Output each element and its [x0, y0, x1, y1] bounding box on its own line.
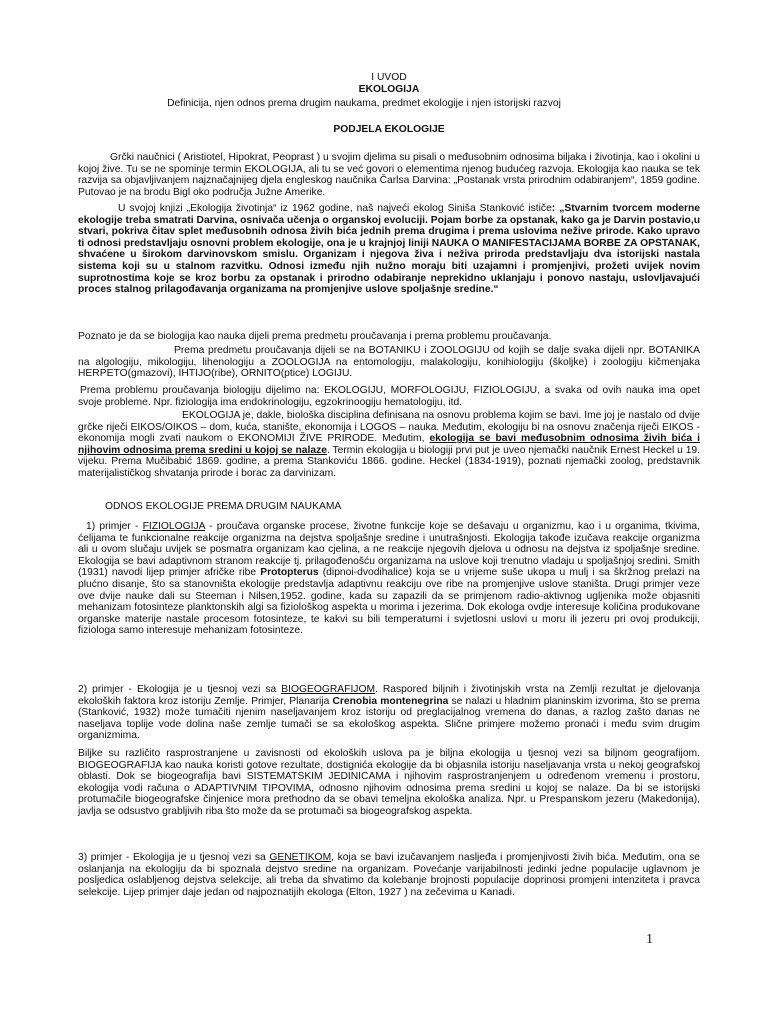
protopterus-term: Protopterus — [260, 567, 319, 579]
section-heading: PODJELA EKOLOGIJE — [333, 124, 445, 135]
division-by-problem: Prema problemu proučavanja biologiju dijelimo na: EKOLOGIJU, MORFOLOGIJU, FIZIOLOGIJU, a svaka od ovih nauka ima opet svoje probleme. Npr. fiziologija ima endokrinologiju, egzokrinoogiju hematologiju, itd. — [78, 385, 700, 408]
stankovic-quote: : „Stvarnim tvorcem moderne ekologije treba smatrati Darvina, osnivača učenja o organskoj evoluciji. Pojam borbe za opstanak, kako ga je Darvin postavio,u stvari, pokriva čitav splet međusobnih odnosa živih bića jednih prema drugima i prema uslovima nežive prirode. Kako upravo ti odnosi predstavljaju osnovni problem ekologije, ona je u krajnjoj liniji NAUKA O MANIFESTACIJAMA BORBE ZA OPSTANAK, shvaćene u širokom darvinovskom smislu. Organizam i njegova živa i neživa priroda predstavljaju dva istorijski nastala sistema koji su u stalnom razvitku. Odnosi između njih nužno moraju biti uzajamni i promjenjivi, prožeti uvijek novim suprotnostima koje se kroz borbu za opstanak i prirodno odabiranje neprekidno uklanjaju i ponovo nastaju, uslovljavajući proces stalnog prilagođavanja organizama na promjenjive uslove spoljašnje sredine.“ — [78, 203, 700, 296]
ecology-definition-highlight: ekologija se bavi međusobnim odnosima živih bića i njihovim odnosima prema sredini u kojoj se nalaze — [78, 433, 700, 456]
relations-heading: ODNOS EKOLOGIJE PREMA DRUGIM NAUKAMA — [105, 501, 342, 512]
intro-paragraph: Grčki naučnici ( Aristiotel, Hipokrat, Peoprast ) u svojim djelima su pisali o međusobnim odnosima biljaka i životinja, kao i okolini u kojoj žive. Tu se ne spominje termin EKOLOGIJA, ali tu se već govori o elementima njenog budućeg razvoja. Ekologija kao nauka se tek razvija sa objavljivanjem najznačajnijeg djela engleskog naučnika Čarlsa Darvina: „Postanak vrsta prirodnim odabiranjem“, 1859 godine. Putovao je na brodu Bigl oko područja Južne Amerike. — [78, 152, 700, 198]
example-biogeography: 2) primjer - Ekologija je u tjesnoj vezi sa BIOGEOGRAFIJOM. Raspored biljnih i životinjskih vrsta na Zemlji rezultat je djelovanja ekoloških faktora kroz istoriju Zemlje. Primjer, Planarija Crenobia montenegrina se nalazi u hladnim planinskim izvorima, što se prema (Stanković, 1932) može tumačiti njenim naseljavanjem kroz istoriju od preglacijalnog vremena do danas, a razlog zašto danas ne naseljava toplije vode dolina naše zemlje tumači se sa ekološkog aspekta. Slične primjere možemo pronaći i među svim drugim organizmima. — [78, 684, 700, 742]
ecology-definition-paragraph: EKOLOGIJA je, dakle, biološka disciplina definisana na osnovu problema kojim se bavi. Ime joj je nastalo od dvije grčke riječi EIKOS/OIKOS – dom, kuća, stanište, ekonomija i LOGOS – nauka. Međutim, ekologiju bi na osnovu značenja riječi EIKOS - ekonomija mogli zvati naukom o EKONOMIJI ŽIVE PRIRODE. Međutim, ekologija se bavi međusobnim odnosima živih bića i njihovim odnosima prema sredini u kojoj se nalaze. Termin ekologija u biologiji prvi put je uveo njemački naučnik Ernest Heckel u 19. vijeku. Prema Mučibabić 1869. godine, a prema Stankoviću 1866. godine. Heckel (1834-1919), poznati njemački zoolog, predstavnik materijalističkog shvatanja prirode i borac za darvinizam. — [78, 410, 701, 479]
stankovic-quote-paragraph: U svojoj knjizi „Ekologija životinja“ iz 1962 godine, naš najveći ekolog Siniša Stanković ističe: „Stvarnim tvorcem moderne ekologije treba smatrati Darvina, osnivača učenja o organskoj evoluciji. Pojam borbe za opstanak, kako ga je Darvin postavio,u stvari, pokriva čitav splet međusobnih odnosa živih bića jednih prema drugima i prema uslovima nežive prirode. Kako upravo ti odnosi predstavljaju osnovni problem ekologije, ona je u krajnjoj liniji NAUKA O MANIFESTACIJAMA BORBE ZA OPSTANAK, shvaćene u širokom darvinovskom smislu. Organizam i njegova živa i neživa priroda predstavljaju dva istorijski nastala sistema koji su u stalnom razvitku. Odnosi između njih nužno moraju biti uzajamni i promjenjivi, prožeti uvijek novim suprotnostima koje se kroz borbu za opstanak i prirodno odabiranje neprekidno uklanjaju i ponovo nastaju, uslovljavajući proces stalnog prilagođavanja organizama na promjenjive uslove spoljašnje sredine.“ — [78, 203, 700, 296]
division-by-subject: Prema predmetu proučavanja dijeli se na BOTANIKU i ZOOLOGIJU od kojih se dalje svaka dijeli npr. BOTANIKA na algologiju, mikologiju, lihenologiju a ZOOLOGIJA na entomologiju, malakologiju, konihiologiju (školjke) i zoologiju kičmenjaka HERPETO(gmazovi), IHTIJO(ribe), ORNITO(ptice) LOGIJU. — [78, 345, 700, 380]
page-number: 1 — [646, 932, 653, 947]
crenobia-term: Crenobia montenegrina — [332, 695, 449, 707]
document-subtitle: Definicija, njen odnos prema drugim naukama, predmet ekologije i njen istorijski razvoj — [167, 98, 561, 109]
division-line-1: Poznato je da se biologija kao nauka dijeli prema predmetu proučavanja i prema problemu proučavanja. — [78, 331, 552, 342]
example-physiology: 1) primjer - FIZIOLOGIJA - proučava organske procese, životne funkcije koje se dešavaju u organizmu, kao i u organima, tkivima, ćelijama te funkcionalne reakcije organizma na dejstva spoljašnje sredine i unutrašnjosti. Ekologija takođe izučava reakcije organizma ali u ovom slučaju uvijek se posmatra organizam kao cjelina, a ne reakcije njegovih djelova u odnosu na dejstva iz spoljašnje sredine. Ekologija se bavi adaptivnom stranom reakcije tj. prilagođenošću organizama na uslove koji trenutno vladaju u spoljašnjoj sredini. Smith (1931) navodi lijep primjer afričke ribe Protopterus (dipnoi-dvodihalice) koja se u vrijeme suše ukopa u mulj i sa škržnog prelazi na plućno disanje, što sa stanovništa ekologije predstavlja adaptivnu reakciju ove ribe na promjenjive uslove staništa. Drugi primjer vezе ove dvije nauke dali su Steeman i Nilsen,1952. godine, kada su zapazili da se primjenom radio-aktivnog ugljenika može objasniti mehanizam fotosinteze planktonskih algi sa fiziološkog aspekta u morima i jezerima. Dok ekologa ovdje interesuje količina produkovane organske materije nastale procesom fotosinteze, te kakvi su bili temperaturni i svjetlosni uslovi u moru ili jezeru pri ovoj produkciji, fiziologa samo interesuje mehanizam fotosinteze. — [78, 521, 700, 637]
biogeography-link: BIOGEOGRAFIJOM — [281, 684, 376, 695]
chapter-heading: I UVOD — [371, 72, 407, 83]
biogeography-paragraph-2: Biljke su različito rasprostranjene u zavisnosti od ekoloških uslova pa je biljna ekologija u tjesnoj vezi sa biljnom geografijom. BIOGEOGRAFIJA kao nauka koristi gotove rezultate, dostignića ekologije da bi objasnila istoriju naseljavanja vrsta u nekoj geografskoj oblasti. Dok se biogeografija bavi SISTEMATSKIM JEDINICAMA i njihovim rasprostranjenjem u određenom vremenu i prostoru, ekologija vodi računa o ADAPTIVNIM TIPOVIMA, odnosno njihovim odnosima prema sredini u kojoj se nalaze. Da bi se istorijski protumačile biogeografske činjenice mora prethodno da se obavi temeljna ekološka analiza. Npr. u Prespanskom jezeru (Makedonija), javlja se odsustvo grabljivih riba što može da se protumači sa biogeografskog aspekta. — [78, 748, 700, 817]
physiology-link: FIZIOLOGIJA — [142, 521, 205, 532]
document-title: EKOLOGIJA — [358, 84, 420, 95]
genetics-link: GENETIKOM — [269, 852, 332, 863]
example-genetics: 3) primjer - Ekologija je u tjesnoj vezi sa GENETIKOM, koja se bavi izučavanjem nasljeđa i promjenjivosti živih bića. Međutim, ona se oslanjanja na ekologiju da bi spoznala dejstvo sredine na organizam. Povećanje varijabilnosti jedinki jedne populacije uglavnom je posljedica oslabljenog dejstva selekcije, ali treba da shvatimo da kolebanje brojnosti populacije doprinosi promjeni intenziteta i pravca selekcije. Lijep primjer daje jedan od najpoznatijih ekologa (Elton, 1927 ) na zečevima u Kanadi. — [78, 852, 701, 898]
